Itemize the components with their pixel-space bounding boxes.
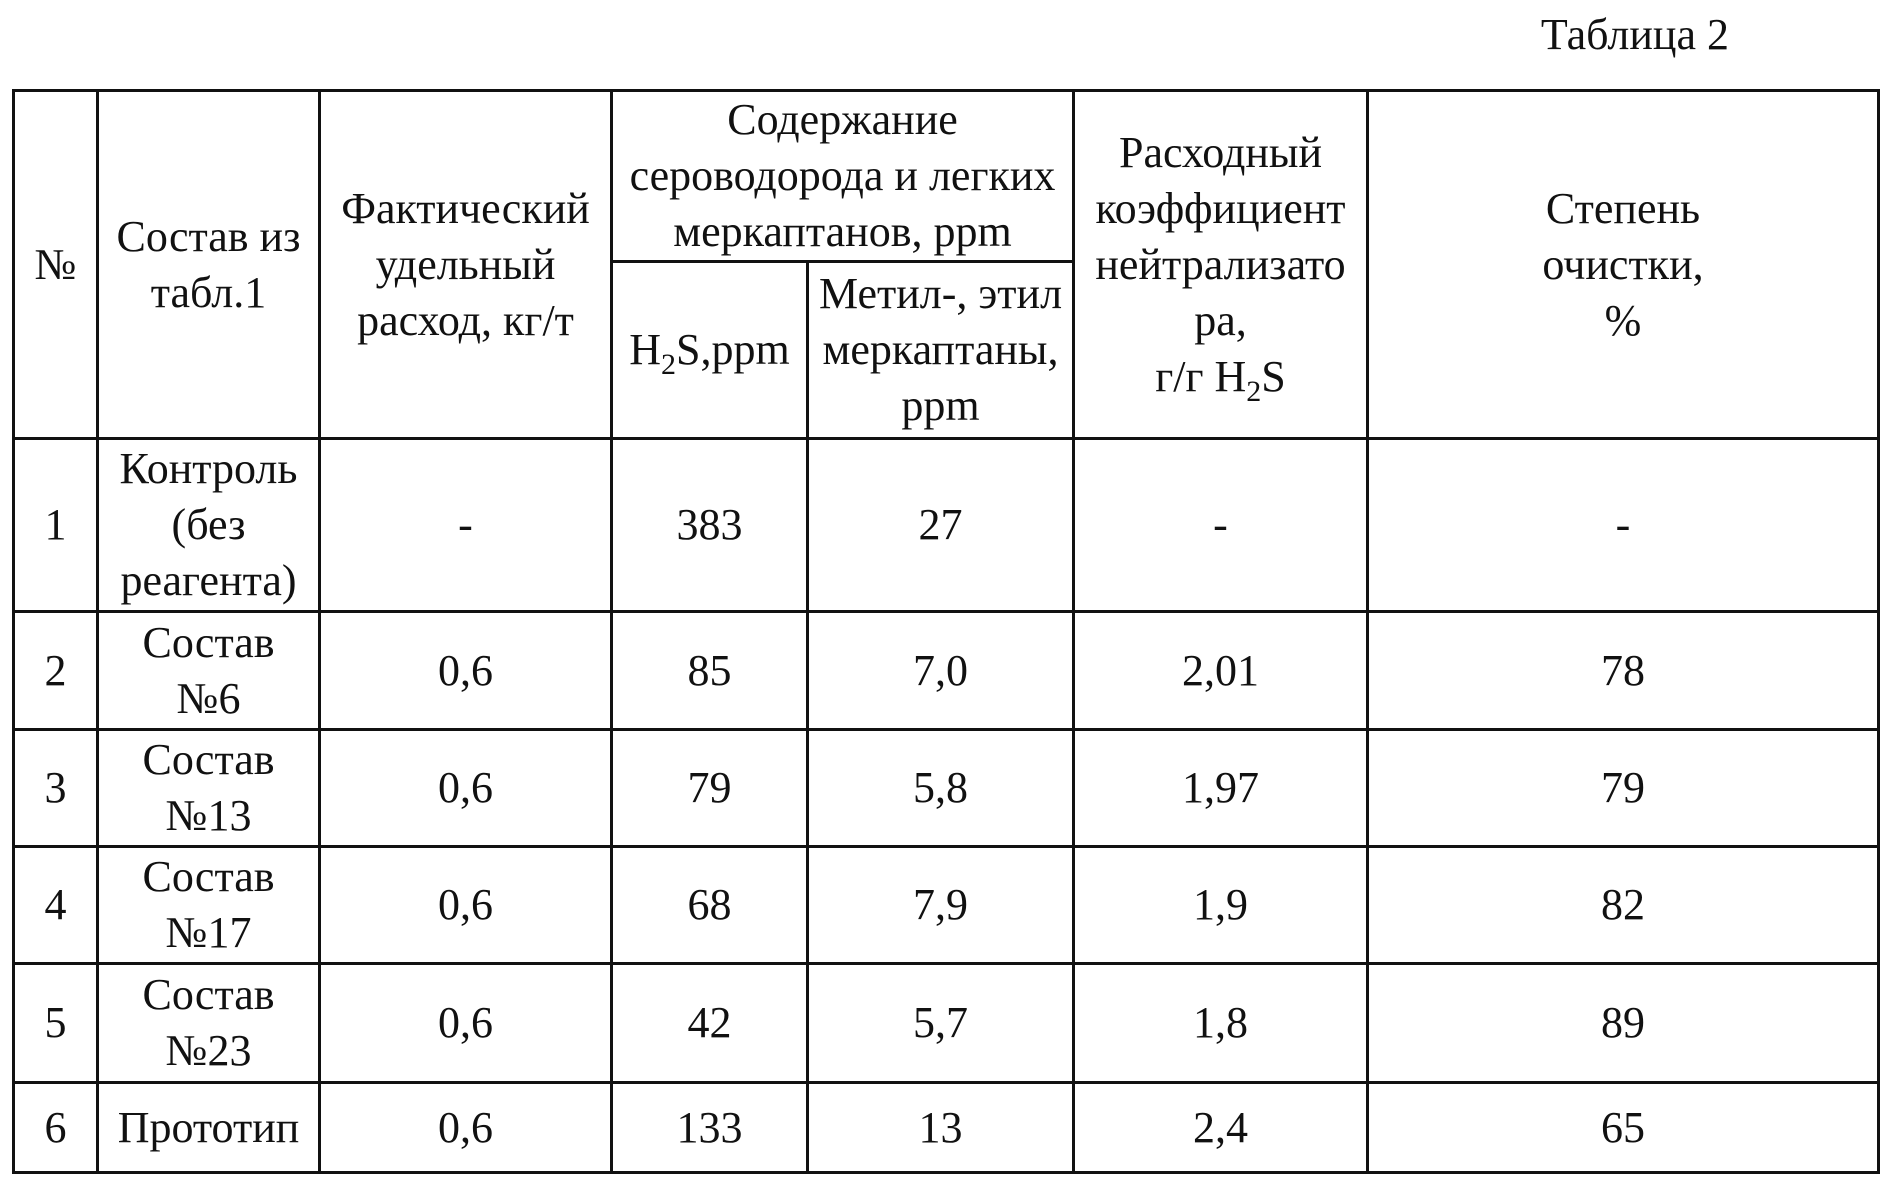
table-row (14, 439, 1879, 612)
table-row (14, 847, 1879, 964)
cell-consumption: 0,6 (320, 1083, 612, 1173)
cell-coefficient: 2,4 (1074, 1083, 1368, 1173)
cell-h2s: 42 (612, 964, 808, 1083)
cell-purification: 82 (1368, 847, 1879, 964)
table-caption: Таблица 2 (1540, 10, 1729, 59)
cell-consumption: 0,6 (320, 730, 612, 847)
cell-consumption: 0,6 (320, 612, 612, 730)
header-h2s (612, 262, 808, 439)
cell-number: 2 (14, 612, 98, 730)
cell-mercaptans: 7,0 (808, 612, 1074, 730)
cell-purification: - (1368, 439, 1879, 612)
header-h2s-sub: 2 (661, 347, 677, 381)
header-composition: Состав из табл.1 (98, 91, 320, 439)
cell-coefficient: 1,8 (1074, 964, 1368, 1083)
cell-purification: 65 (1368, 1083, 1879, 1173)
cell-composition: Состав №23 (98, 964, 320, 1083)
cell-purification: 79 (1368, 730, 1879, 847)
header-coefficient-suffix: S (1261, 351, 1286, 401)
cell-coefficient: 1,97 (1074, 730, 1368, 847)
table-row (14, 612, 1879, 730)
cell-h2s: 133 (612, 1083, 808, 1173)
cell-number: 3 (14, 730, 98, 847)
cell-composition: Состав №17 (98, 847, 320, 964)
cell-composition: Состав №13 (98, 730, 320, 847)
cell-h2s: 79 (612, 730, 808, 847)
cell-coefficient: 2,01 (1074, 612, 1368, 730)
header-content-group: Содержание сероводорода и легких меркаптанов, ppm (612, 91, 1074, 262)
header-consumption: Фактический удельный расход, кг/т (320, 91, 612, 439)
cell-consumption: 0,6 (320, 964, 612, 1083)
table-row (14, 730, 1879, 847)
cell-coefficient: 1,9 (1074, 847, 1368, 964)
cell-h2s: 85 (612, 612, 808, 730)
header-coefficient (1074, 91, 1368, 439)
header-coefficient-text: Расходный коэффициент нейтрализато ра, г/г H (1095, 127, 1346, 401)
cell-mercaptans: 13 (808, 1083, 1074, 1173)
header-number: № (14, 91, 98, 439)
cell-coefficient: - (1074, 439, 1368, 612)
header-h2s-prefix: H (629, 325, 662, 374)
cell-composition: Контроль (без реагента) (98, 439, 320, 612)
cell-h2s: 383 (612, 439, 808, 612)
cell-consumption: 0,6 (320, 847, 612, 964)
table-row (14, 1083, 1879, 1173)
cell-consumption: - (320, 439, 612, 612)
cell-mercaptans: 5,7 (808, 964, 1074, 1083)
cell-number: 5 (14, 964, 98, 1083)
header-mercaptans: Метил-, этил меркаптаны, ppm (808, 262, 1074, 439)
header-coefficient-sub: 2 (1246, 374, 1262, 408)
cell-purification: 78 (1368, 612, 1879, 730)
header-row-top (14, 91, 1879, 262)
header-purification: Степень очистки, % (1368, 91, 1879, 439)
cell-mercaptans: 7,9 (808, 847, 1074, 964)
cell-mercaptans: 27 (808, 439, 1074, 612)
cell-mercaptans: 5,8 (808, 730, 1074, 847)
cell-composition: Состав №6 (98, 612, 320, 730)
table-row (14, 964, 1879, 1083)
results-table (12, 89, 1880, 1174)
cell-number: 1 (14, 439, 98, 612)
cell-number: 4 (14, 847, 98, 964)
cell-composition: Прототип (98, 1083, 320, 1173)
cell-number: 6 (14, 1083, 98, 1173)
header-h2s-suffix: S,ppm (676, 325, 790, 374)
cell-h2s: 68 (612, 847, 808, 964)
cell-purification: 89 (1368, 964, 1879, 1083)
